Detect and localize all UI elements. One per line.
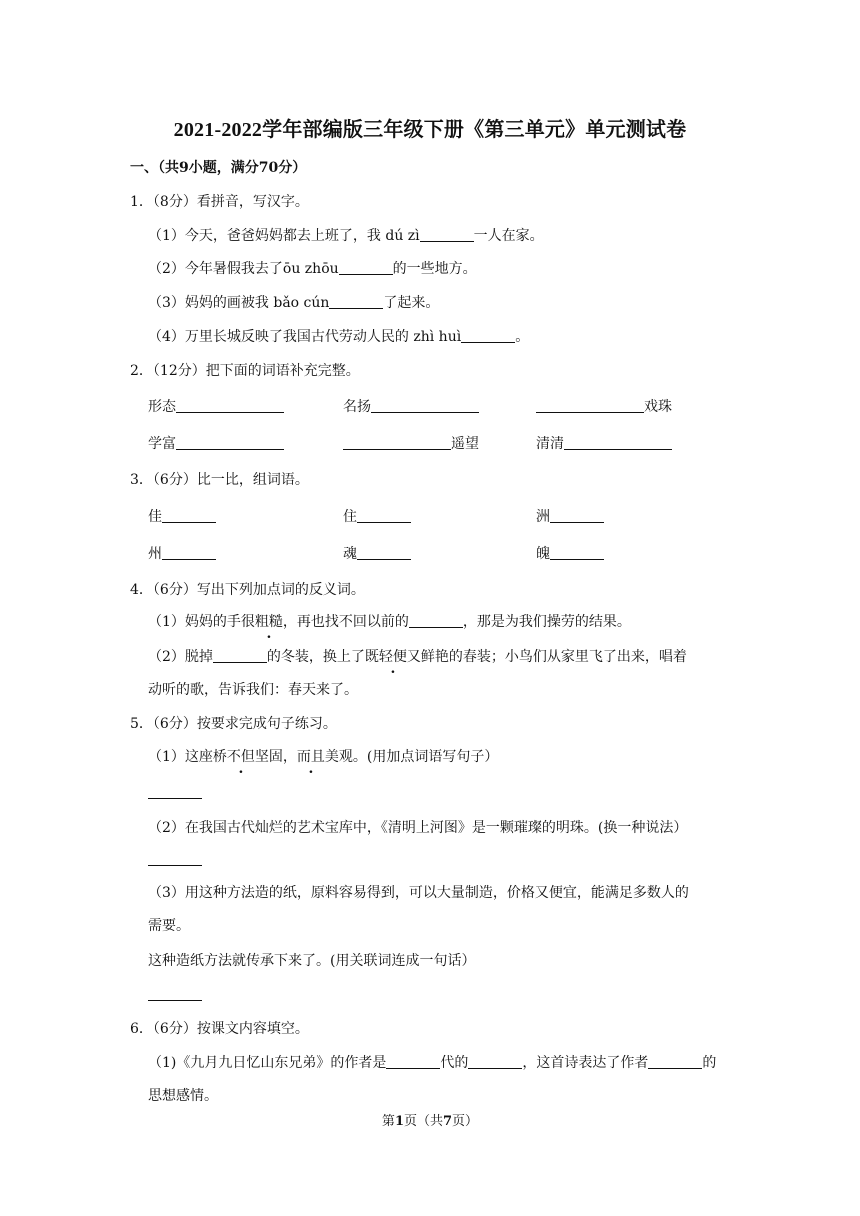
character-item: 魄: [536, 544, 604, 564]
idiom-item: 形态: [148, 397, 284, 417]
emphasized-word: 粗糙: [254, 614, 283, 630]
answer-blank[interactable]: [386, 1054, 440, 1069]
character-item: 佳: [148, 507, 216, 527]
question-4-item-2-continued: 动听的歌，告诉我们：春天来了。: [148, 682, 358, 698]
idiom-item: 戏珠: [536, 397, 672, 417]
question-6-heading: 6．（6分）按课文内容填空。: [130, 1021, 309, 1037]
answer-blank[interactable]: [420, 227, 474, 242]
page-footer: 第1页（共7页）: [381, 1114, 479, 1129]
answer-blank[interactable]: [564, 435, 672, 450]
section-heading: 一、（共9小题，满分70分）: [130, 160, 307, 176]
emphasized-word: 而且: [296, 749, 325, 765]
character-item: 州: [148, 544, 216, 564]
question-1-item-3: （3）妈妈的画被我 bǎo cún 了起来。: [148, 295, 440, 311]
question-3-heading: 3．（6分）比一比，组词语。: [130, 472, 309, 488]
answer-blank[interactable]: [329, 294, 383, 309]
answer-blank[interactable]: [550, 545, 604, 560]
page-title: 2021-2022学年部编版三年级下册《第三单元》单元测试卷: [173, 119, 687, 141]
answer-blank[interactable]: [343, 435, 451, 450]
idiom-item: 清清: [536, 434, 672, 454]
answer-blank[interactable]: [176, 398, 284, 413]
answer-blank[interactable]: [648, 1054, 702, 1069]
answer-blank[interactable]: [536, 398, 644, 413]
answer-blank[interactable]: [148, 864, 202, 866]
question-5-heading: 5．（6分）按要求完成句子练习。: [130, 716, 337, 732]
answer-blank[interactable]: [550, 508, 604, 523]
emphasized-word: 不但: [226, 749, 255, 765]
emphasized-word: 轻便: [378, 649, 407, 665]
question-6-item-1-continued: 思想感情。: [148, 1088, 218, 1104]
question-4-heading: 4．（6分）写出下列加点词的反义词。: [130, 582, 365, 598]
question-5-item-1: （1）这座桥不但坚固，而且美观。(用加点词语写句子）: [148, 749, 499, 765]
answer-blank[interactable]: [162, 508, 216, 523]
character-item: 魂: [343, 544, 411, 564]
question-5-item-3-instruction: 这种造纸方法就传承下来了。(用关联词连成一句话）: [148, 953, 476, 969]
idiom-item: 学富: [148, 434, 284, 454]
answer-blank[interactable]: [213, 648, 267, 663]
answer-blank[interactable]: [339, 260, 393, 275]
answer-blank[interactable]: [371, 398, 479, 413]
question-1-item-4: （4）万里长城反映了我国古代劳动人民的 zhì huì 。: [148, 329, 530, 345]
question-1-heading: 1．（8分）看拼音，写汉字。: [130, 194, 309, 210]
answer-blank[interactable]: [148, 797, 202, 799]
question-5-item-2: （2）在我国古代灿烂的艺术宝库中，《清明上河图》是一颗璀璨的明珠。(换一种说法）: [148, 820, 688, 836]
page-number: 1: [394, 1114, 404, 1129]
page-total: 7: [443, 1114, 453, 1129]
idiom-item: 名扬: [343, 397, 479, 417]
question-1-item-1: （1）今天，爸爸妈妈都去上班了，我 dú zì 一人在家。: [148, 228, 544, 244]
character-item: 住: [343, 507, 411, 527]
answer-blank[interactable]: [357, 545, 411, 560]
question-1-item-2: （2）今年暑假我去了ōu zhōu 的一些地方。: [148, 261, 477, 277]
answer-blank[interactable]: [162, 545, 216, 560]
question-4-item-1: （1）妈妈的手很粗糙，再也找不回以前的 ，那是为我们操劳的结果。: [148, 614, 631, 630]
answer-blank[interactable]: [461, 328, 515, 343]
idiom-item: 遥望: [343, 434, 479, 454]
answer-blank[interactable]: [468, 1054, 522, 1069]
question-5-item-3-continued: 需要。: [148, 918, 190, 934]
answer-blank[interactable]: [148, 999, 202, 1001]
question-2-heading: 2．（12分）把下面的词语补充完整。: [130, 363, 360, 379]
character-item: 洲: [536, 507, 604, 527]
answer-blank[interactable]: [409, 613, 463, 628]
question-4-item-2: （2）脱掉 的冬装，换上了既轻便又鲜艳的春装；小鸟们从家里飞了出来，唱着: [148, 649, 687, 665]
question-5-item-3: （3）用这种方法造的纸，原料容易得到，可以大量制造，价格又便宜，能满足多数人的: [148, 885, 689, 901]
answer-blank[interactable]: [176, 435, 284, 450]
answer-blank[interactable]: [357, 508, 411, 523]
question-6-item-1: （1)《九月九日忆山东兄弟》的作者是 代的 ，这首诗表达了作者 的: [148, 1055, 717, 1071]
